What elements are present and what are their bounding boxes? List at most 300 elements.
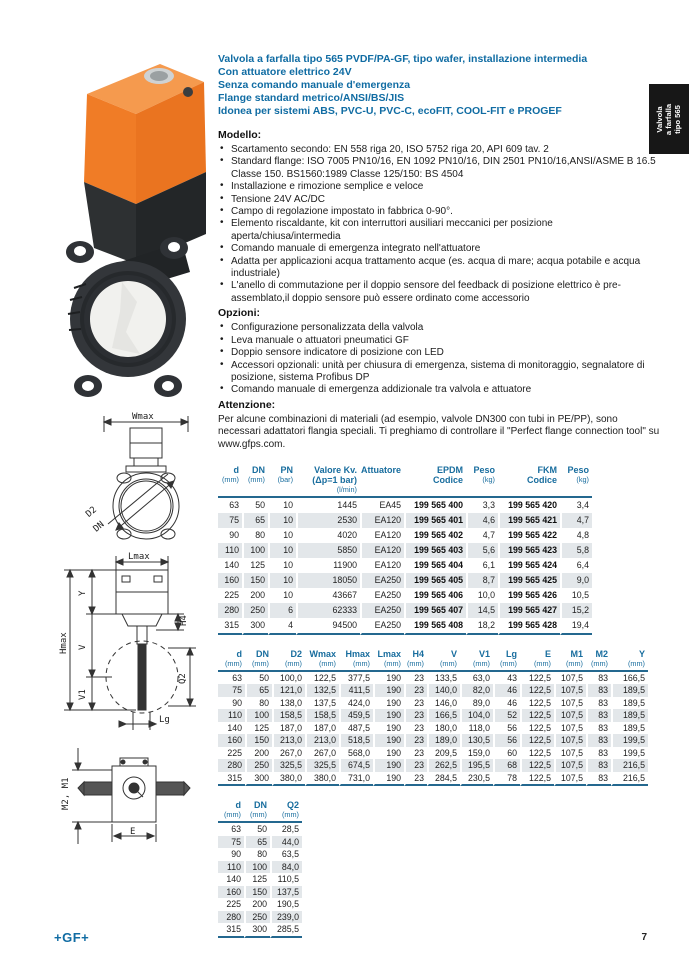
attenzione-heading: Attenzione:: [218, 398, 276, 411]
column-header: Lmax (mm): [373, 647, 404, 672]
table-cell: 125: [245, 722, 272, 735]
table-cell: 200: [242, 588, 268, 603]
table-cell: 137,5: [305, 697, 339, 710]
table-cell: 84,0: [270, 861, 302, 874]
column-header: Lg (mm): [493, 647, 520, 672]
table-cell: 280: [218, 759, 245, 772]
bullet-item: • Accessori opzionali: unità per chiusura di emergenza, sistema di monitoraggio, segnalatore di posizione, sistema Profibus DP: [218, 360, 661, 385]
table-row: [218, 861, 302, 874]
table-cell: 122,5: [520, 684, 554, 697]
table-cell: 83: [586, 709, 611, 722]
bullet-item: • Tensione 24V AC/DC: [218, 194, 661, 206]
table-cell: 10,5: [560, 588, 592, 603]
table-row: [218, 513, 592, 528]
table-cell: 121,0: [272, 684, 305, 697]
table-cell: 190: [373, 772, 404, 787]
opzioni-heading: Opzioni:: [218, 307, 260, 320]
table-cell: 122,5: [520, 697, 554, 710]
actuator-port: [183, 87, 193, 97]
table-cell: 199 565 423: [498, 543, 560, 558]
dimensions-table: [218, 647, 648, 787]
column-header: FKM Codice: [498, 463, 560, 498]
table-cell: EA250: [360, 588, 404, 603]
table-cell: 267,0: [305, 747, 339, 760]
table-cell: 122,5: [305, 672, 339, 685]
table-cell: 89,0: [460, 697, 493, 710]
table-cell: 411,5: [339, 684, 373, 697]
table-cell: 63: [232, 672, 242, 683]
table-cell: 199 565 401: [404, 513, 466, 528]
table-cell: 107,5: [554, 684, 586, 697]
column-header: V1 (mm): [460, 647, 493, 672]
table-cell: 380,0: [272, 772, 305, 787]
table-cell: 5,8: [560, 543, 592, 558]
table-cell: 199,5: [611, 747, 648, 760]
table-cell: 46: [493, 684, 520, 697]
table-cell: 160: [218, 886, 244, 899]
table-cell: 65: [245, 684, 272, 697]
table-cell: 199 565 400: [404, 498, 466, 513]
table-cell: 122,5: [520, 722, 554, 735]
table-cell: 190: [373, 759, 404, 772]
table-cell: 104,0: [460, 709, 493, 722]
table-cell: 250: [245, 759, 272, 772]
table-cell: 138,0: [272, 697, 305, 710]
column-header: DN (mm): [242, 463, 268, 498]
table-cell: 195,5: [460, 759, 493, 772]
table-cell: 83: [586, 697, 611, 710]
table-cell: 19,4: [560, 618, 592, 635]
table-cell: 107,5: [554, 759, 586, 772]
tab-line: tipo 565: [673, 104, 683, 134]
table-cell: 3,3: [466, 498, 498, 513]
table-cell: 225: [226, 899, 241, 910]
table-cell: EA250: [360, 618, 404, 635]
table-row: [218, 747, 648, 760]
table-row: [218, 573, 592, 588]
dim-label-y: Y: [78, 590, 88, 596]
table-cell: 199 565 420: [498, 498, 560, 513]
table-cell: 189,5: [611, 709, 648, 722]
table-cell: 200: [244, 898, 270, 911]
column-header: E (mm): [520, 647, 554, 672]
dim-label-d2: D2: [84, 505, 99, 520]
table-cell: 78: [493, 772, 520, 787]
table-cell: 83: [586, 684, 611, 697]
table-row: [218, 543, 592, 558]
table-cell: 90: [229, 529, 239, 540]
table-cell: 487,5: [339, 722, 373, 735]
table-cell: 80: [245, 697, 272, 710]
bullet-item: • Campo di regolazione impostato in fabbrica 0-90°.: [218, 206, 661, 218]
table-cell: 380,0: [305, 772, 339, 787]
modello-heading: Modello:: [218, 129, 262, 141]
column-header: Valore Kv. (Δp=1 bar) (l/min): [296, 463, 360, 498]
table-cell: 100: [245, 709, 272, 722]
table-cell: 107,5: [554, 722, 586, 735]
table-cell: 280: [218, 603, 242, 618]
title-line: Con attuatore elettrico 24V: [218, 66, 352, 78]
table-cell: 23: [404, 772, 427, 787]
diagram-top-view: [56, 742, 206, 852]
table-cell: 190: [373, 684, 404, 697]
table-row: [218, 558, 592, 573]
page-title: [218, 53, 661, 118]
table-cell: 133,5: [427, 672, 460, 685]
table-cell: 122,5: [520, 709, 554, 722]
table-cell: 10: [268, 588, 296, 603]
table-cell: 424,0: [339, 697, 373, 710]
table-cell: 82,0: [460, 684, 493, 697]
table-cell: 122,5: [520, 734, 554, 747]
attenzione-text: Per alcune combinazioni di materiali (ad esempio, valvole DN300 con tubi in PE/PP), sono necessari adattatori flangia speciali. Ti preghiamo di controllare il "Perfect flange connection tool" su www.gfps.com.: [218, 413, 660, 450]
diagram-side-view: [56, 550, 218, 745]
table-cell: 199 565 427: [498, 603, 560, 618]
table-row: [218, 672, 648, 685]
table-cell: 4,7: [466, 528, 498, 543]
bullet-item: • L'anello di commutazione per il doppio sensore del feedback di posizione elettrico è pre-assemblato,il doppio sensore può essere ordinato come accessorio: [218, 280, 661, 305]
table-cell: 94500: [296, 618, 360, 635]
table-row: [218, 873, 302, 886]
table-cell: 50: [245, 672, 272, 685]
table-row: [218, 886, 302, 899]
table-cell: 125: [242, 558, 268, 573]
table-cell: 43667: [296, 588, 360, 603]
table-cell: 674,5: [339, 759, 373, 772]
column-header: H4 (mm): [404, 647, 427, 672]
table-cell: 83: [586, 759, 611, 772]
table-cell: 107,5: [554, 672, 586, 685]
bullet-item: • Elemento riscaldante, kit con interruttori ausiliari meccanici per posizione aperta/chiusa/intermedia: [218, 218, 661, 243]
table-cell: 6,1: [466, 558, 498, 573]
bullet-item: • Scartamento secondo: EN 558 riga 20, ISO 5752 riga 20, API 609 tav. 2: [218, 144, 661, 156]
table-cell: 23: [404, 722, 427, 735]
table-cell: 190: [373, 734, 404, 747]
column-header: D2 (mm): [272, 647, 305, 672]
table-cell: 315: [218, 772, 245, 787]
table-row: [218, 836, 302, 849]
dim-label-wmax: Wmax: [132, 412, 154, 422]
column-header: EPDM Codice: [404, 463, 466, 498]
table-cell: 230,5: [460, 772, 493, 787]
table-cell: 199 565 405: [404, 573, 466, 588]
table-cell: 11900: [296, 558, 360, 573]
table-cell: 23: [404, 747, 427, 760]
table-cell: 100: [242, 543, 268, 558]
table-cell: 23: [404, 709, 427, 722]
table-cell: 63: [231, 824, 241, 835]
table-cell: 23: [404, 734, 427, 747]
column-header: PN (bar): [268, 463, 296, 498]
table-cell: 216,5: [611, 772, 648, 787]
table-cell: 187,0: [272, 722, 305, 735]
table-cell: 83: [586, 734, 611, 747]
table-cell: 110,5: [270, 873, 302, 886]
table-cell: EA120: [360, 558, 404, 573]
content-column: [218, 53, 661, 938]
table-cell: 199 565 426: [498, 588, 560, 603]
table-cell: 199 565 421: [498, 513, 560, 528]
table-cell: 140: [226, 874, 241, 885]
table-row: [218, 759, 648, 772]
table-cell: 189,5: [611, 722, 648, 735]
column-header: Peso (kg): [466, 463, 498, 498]
table-cell: 75: [218, 684, 245, 697]
table-cell: 568,0: [339, 747, 373, 760]
table-cell: 158,5: [305, 709, 339, 722]
table-cell: 68: [493, 759, 520, 772]
table-cell: 199 565 422: [498, 528, 560, 543]
column-header: Q2 (mm): [270, 798, 302, 823]
table-cell: 23: [404, 684, 427, 697]
table-cell: 216,5: [611, 759, 648, 772]
dim-label-v1: V1: [78, 689, 88, 700]
table-cell: 63,5: [270, 848, 302, 861]
chapter-tab-text: [656, 103, 683, 134]
bullet-item: • Standard flange: ISO 7005 PN10/16, EN 1092 PN10/16, DIN 2501 PN10/16,ANSI/ASME B 16.5 Classe 150. BS1560:1989 Classe 125/150: BS 4504: [218, 156, 661, 181]
table-cell: 140: [227, 722, 242, 733]
table-cell: 150: [242, 573, 268, 588]
modello-list: [218, 144, 661, 305]
table-cell: 300: [242, 618, 268, 635]
column-header: d (mm): [218, 647, 245, 672]
kv-table: [218, 463, 592, 635]
table-cell: 160: [218, 573, 242, 588]
column-header: Wmax (mm): [305, 647, 339, 672]
bullet-item: • Comando manuale di emergenza integrato nell'attuatore: [218, 243, 661, 255]
table-cell: 213,0: [272, 734, 305, 747]
table-cell: 90: [231, 849, 241, 860]
table-row: [218, 722, 648, 735]
table-cell: 10: [268, 528, 296, 543]
table-row: [218, 684, 648, 697]
dim-label-lg: Lg: [159, 715, 170, 725]
table-cell: 137,5: [270, 886, 302, 899]
table-cell: 10: [268, 543, 296, 558]
table-cell: 107,5: [554, 747, 586, 760]
table-cell: 56: [493, 734, 520, 747]
table-cell: 225: [224, 589, 239, 600]
bullet-item: • Leva manuale o attuatori pneumatici GF: [218, 335, 661, 347]
table-cell: 83: [586, 672, 611, 685]
table-cell: 23: [404, 672, 427, 685]
table-cell: 213,0: [305, 734, 339, 747]
title-line: Senza comando manuale d'emergenza: [218, 79, 411, 91]
table-cell: 52: [493, 709, 520, 722]
table-cell: 200: [245, 747, 272, 760]
table-cell: 80: [244, 848, 270, 861]
column-header: M1 (mm): [554, 647, 586, 672]
table-cell: 262,5: [427, 759, 460, 772]
table-cell: 199 565 406: [404, 588, 466, 603]
table-cell: 75: [218, 836, 244, 849]
dim-label-hmax: Hmax: [59, 632, 69, 654]
table-row: [218, 709, 648, 722]
table-cell: 4020: [296, 528, 360, 543]
column-header: V (mm): [427, 647, 460, 672]
column-header: DN (mm): [245, 647, 272, 672]
table-cell: 284,5: [427, 772, 460, 787]
table-cell: 43: [493, 672, 520, 685]
table-cell: 190,5: [270, 898, 302, 911]
table-cell: 28,5: [270, 823, 302, 836]
table-cell: 199 565 424: [498, 558, 560, 573]
table-cell: 5850: [296, 543, 360, 558]
table-cell: EA45: [360, 498, 404, 513]
table-row: [218, 823, 302, 836]
table-cell: 150: [245, 734, 272, 747]
table-cell: 107,5: [554, 734, 586, 747]
bullet-item: • Installazione e rimozione semplice e veloce: [218, 181, 661, 193]
table-cell: 158,5: [272, 709, 305, 722]
table-cell: 180,0: [427, 722, 460, 735]
table-cell: 199 565 425: [498, 573, 560, 588]
table-row: [218, 848, 302, 861]
table-cell: 10: [268, 573, 296, 588]
dim-label-lmax: Lmax: [128, 552, 150, 562]
chapter-tab: [649, 84, 689, 154]
table-cell: 187,0: [305, 722, 339, 735]
table-cell: 189,5: [611, 697, 648, 710]
table-cell: 166,5: [427, 709, 460, 722]
dim-label-h4: H4: [179, 615, 189, 626]
table-cell: 250: [244, 911, 270, 924]
table-cell: 60: [493, 747, 520, 760]
table-cell: 63,0: [460, 672, 493, 685]
table-cell: 118,0: [460, 722, 493, 735]
table-cell: 10: [268, 558, 296, 573]
bullet-item: • Adatta per applicazioni acqua trattamento acque (es. acqua di mare; acqua potabile e acqua industriale): [218, 256, 661, 281]
dim-label-dn: DN: [91, 519, 107, 535]
table-cell: 6: [268, 603, 296, 618]
column-header: Attuatore: [360, 463, 404, 498]
table-cell: 10,0: [466, 588, 498, 603]
table-cell: 199,5: [611, 734, 648, 747]
dim-label-v: V: [78, 644, 88, 650]
table-row: [218, 618, 592, 635]
dim-label-e: E: [130, 827, 136, 837]
column-header: M2 (mm): [586, 647, 611, 672]
table-cell: 146,0: [427, 697, 460, 710]
table-cell: 107,5: [554, 697, 586, 710]
table-cell: 377,5: [339, 672, 373, 685]
table-cell: 6,4: [560, 558, 592, 573]
column-header: d (mm): [218, 798, 244, 823]
column-header: DN (mm): [244, 798, 270, 823]
column-header: Peso (kg): [560, 463, 592, 498]
bullet-item: • Comando manuale di emergenza addizionale tra valvola e attuatore: [218, 384, 661, 396]
diagram-front-view: [78, 412, 218, 550]
table-cell: 140,0: [427, 684, 460, 697]
table-cell: 65: [242, 513, 268, 528]
table-cell: 65: [244, 836, 270, 849]
title-line: Flange standard metrico/ANSI/BS/JIS: [218, 92, 405, 104]
table-cell: 44,0: [270, 836, 302, 849]
table-cell: 459,5: [339, 709, 373, 722]
table-cell: 199 565 408: [404, 618, 466, 635]
table-cell: 150: [244, 886, 270, 899]
actuator-cap-inner: [150, 71, 168, 81]
table-cell: 83: [586, 772, 611, 787]
table-cell: 160: [218, 734, 245, 747]
table-cell: EA120: [360, 513, 404, 528]
table-cell: 4,6: [466, 513, 498, 528]
table-cell: 190: [373, 709, 404, 722]
table-cell: 280: [218, 911, 244, 924]
table-cell: 56: [493, 722, 520, 735]
table-cell: 285,5: [270, 923, 302, 938]
table-cell: 62333: [296, 603, 360, 618]
table-row: [218, 923, 302, 938]
table-cell: 325,5: [305, 759, 339, 772]
table-cell: 199 565 428: [498, 618, 560, 635]
table-cell: 4: [268, 618, 296, 635]
table-cell: 190: [373, 672, 404, 685]
table-cell: 2530: [296, 513, 360, 528]
table-cell: 9,0: [560, 573, 592, 588]
table-cell: 3,4: [560, 498, 592, 513]
table-row: [218, 528, 592, 543]
title-line: Valvola a farfalla tipo 565 PVDF/PA-GF, tipo wafer, installazione intermedia: [218, 53, 588, 65]
dim-label-q2: Q2: [178, 673, 188, 684]
table-cell: 1445: [296, 498, 360, 513]
table-cell: 122,5: [520, 747, 554, 760]
table-cell: 8,7: [466, 573, 498, 588]
table-cell: 50: [242, 498, 268, 513]
tab-line: Valvola: [655, 105, 665, 133]
table-cell: 90: [232, 697, 242, 708]
table-cell: 132,5: [305, 684, 339, 697]
table-cell: 300: [245, 772, 272, 787]
table-cell: EA120: [360, 528, 404, 543]
table-cell: 125: [244, 873, 270, 886]
table-cell: 50: [244, 823, 270, 836]
table-cell: 122,5: [520, 772, 554, 787]
table-cell: 4,7: [560, 513, 592, 528]
table-row: [218, 498, 592, 513]
bullet-item: • Configurazione personalizzata della valvola: [218, 322, 661, 334]
table-cell: 4,8: [560, 528, 592, 543]
table-cell: 518,5: [339, 734, 373, 747]
table-cell: 166,5: [611, 672, 648, 685]
table-cell: 107,5: [554, 709, 586, 722]
table-row: [218, 734, 648, 747]
table-cell: 10: [268, 513, 296, 528]
column-header: Y (mm): [611, 647, 648, 672]
table-cell: 190: [373, 747, 404, 760]
table-cell: 10: [268, 498, 296, 513]
table-cell: 190: [373, 722, 404, 735]
table-cell: 325,5: [272, 759, 305, 772]
table-cell: 189,5: [611, 684, 648, 697]
table-cell: 23: [404, 697, 427, 710]
table-cell: 80: [242, 528, 268, 543]
table-cell: 300: [244, 923, 270, 938]
table-cell: 14,5: [466, 603, 498, 618]
table-cell: 18050: [296, 573, 360, 588]
dim-label-m2-m1: M2, M1: [61, 777, 71, 810]
table-cell: 23: [404, 759, 427, 772]
table-cell: 100,0: [272, 672, 305, 685]
table-cell: 239,0: [270, 911, 302, 924]
table-cell: EA250: [360, 573, 404, 588]
page-number: 7: [641, 932, 647, 943]
table-cell: 63: [229, 499, 239, 510]
table-cell: 122,5: [520, 672, 554, 685]
table-row: [218, 772, 648, 787]
table-row: [218, 603, 592, 618]
tab-line: a farfalla: [664, 103, 674, 135]
